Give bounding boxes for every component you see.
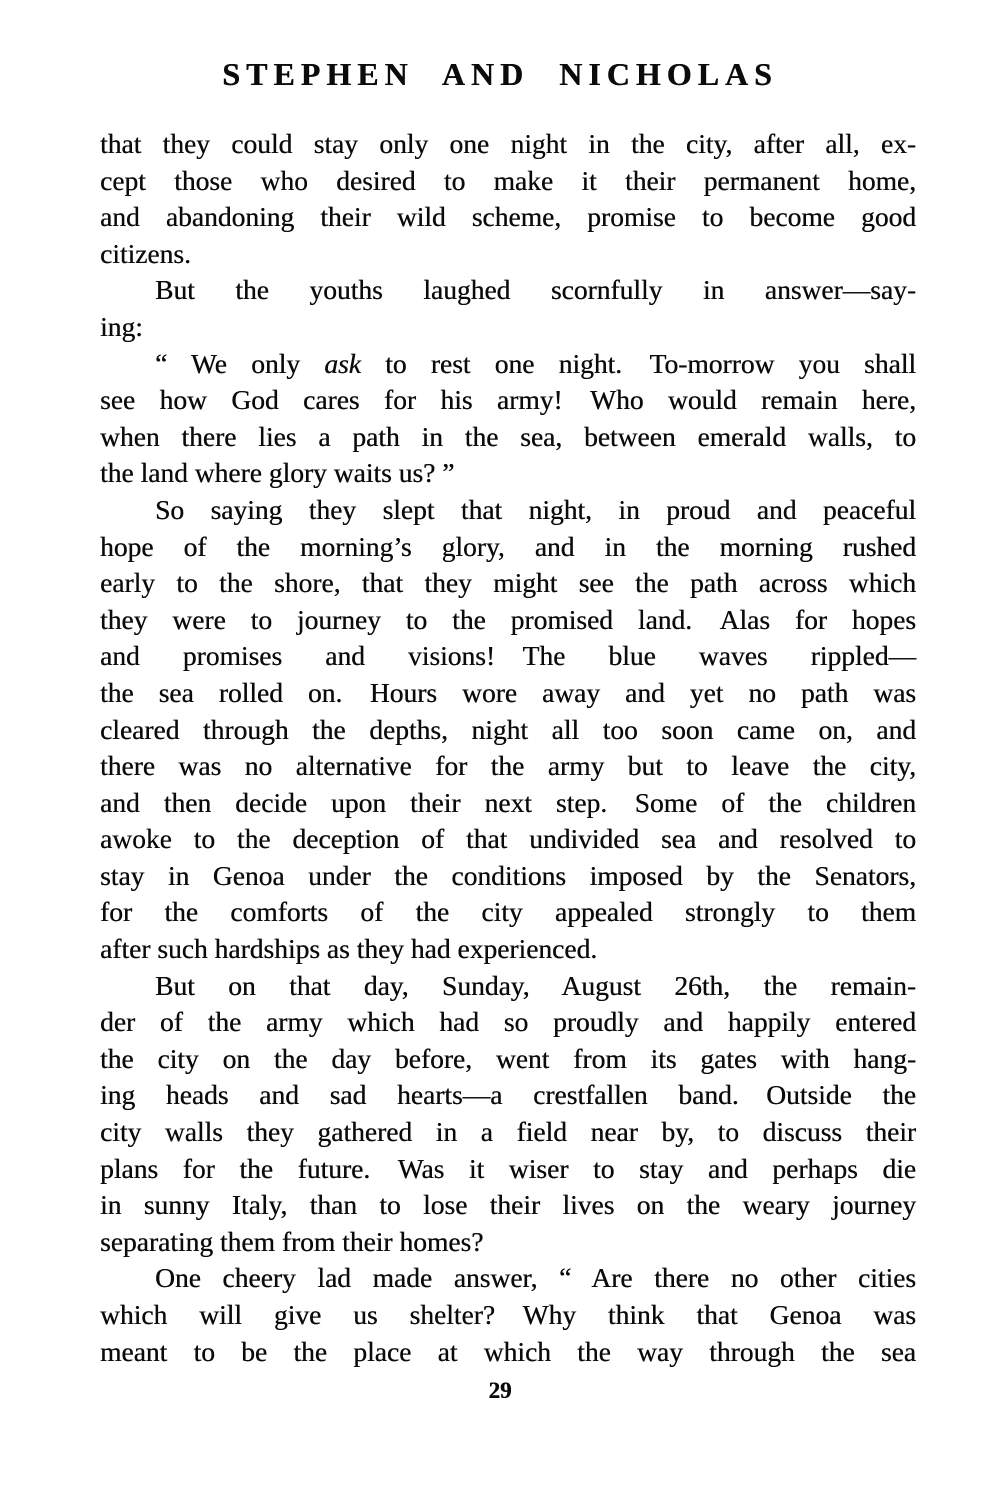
paragraph	[100, 272, 916, 345]
text-line: in sunny Italy, than to lose their lives on the weary journey	[100, 1189, 916, 1221]
text-line: separating them from their homes?	[100, 1225, 484, 1257]
text-line: the sea rolled on. Hours wore away and yet no path was	[100, 676, 916, 708]
text-line: for the comforts of the city appealed strongly to them	[100, 896, 916, 928]
text-line: the city on the day before, went from its gates with hang-	[100, 1042, 916, 1074]
text-line: ing heads and sad hearts—a crestfallen band. Outside the	[100, 1079, 916, 1111]
text-line: which will give us shelter? Why think that Genoa was	[100, 1299, 916, 1330]
text-line: ing:	[100, 310, 143, 342]
text-line: when there lies a path in the sea, between emerald walls, to	[100, 420, 916, 452]
text-line: plans for the future. Was it wiser to stay and perhaps die	[100, 1152, 916, 1184]
text-line: see how God cares for his army! Who would remain here,	[100, 384, 916, 416]
text-line: that they could stay only one night in the city, after all, ex-	[100, 128, 916, 159]
page-body	[100, 126, 916, 1370]
text-line: and then decide upon their next step. Some of the children	[100, 786, 916, 818]
text-line: cept those who desired to make it their permanent home,	[100, 164, 916, 196]
text-line	[100, 346, 916, 383]
text-line: But the youths laughed scornfully in answer—say-	[155, 274, 916, 306]
text-line: the land where glory waits us? ”	[100, 457, 455, 489]
text-line: stay in Genoa under the conditions imposed by the Senators,	[100, 859, 916, 891]
italic-word: ask	[324, 347, 361, 379]
text-line: they were to journey to the promised land. Alas for hopes	[100, 603, 916, 635]
text-line: and abandoning their wild scheme, promise to become good	[100, 201, 916, 233]
page-number: 29	[488, 1378, 512, 1403]
paragraph	[100, 346, 916, 492]
text-segment: to rest one night. To-morrow you shall	[360, 347, 916, 379]
text-line: city walls they gathered in a field near by, to discuss their	[100, 1116, 916, 1148]
text-line: early to the shore, that they might see the path across which	[100, 567, 916, 599]
text-line: there was no alternative for the army but to leave the city,	[100, 750, 916, 782]
text-segment: “ We only	[155, 347, 325, 379]
text-line: and promises and visions! The blue waves rippled—	[100, 640, 916, 672]
text-line: One cheery lad made answer, “ Are there no other cities	[155, 1262, 916, 1294]
paragraph	[100, 126, 916, 272]
text-line: meant to be the place at which the way through the sea	[100, 1335, 916, 1367]
paragraph	[100, 1260, 916, 1370]
text-line: But on that day, Sunday, August 26th, the remain-	[155, 969, 916, 1001]
paragraph	[100, 492, 916, 968]
text-line: So saying they slept that night, in proud and peaceful	[155, 493, 916, 525]
text-line: after such hardships as they had experienced.	[100, 933, 598, 965]
paragraph	[100, 968, 916, 1261]
text-line: der of the army which had so proudly and happily entered	[100, 1006, 916, 1038]
page-header: STEPHEN AND NICHOLAS	[222, 56, 778, 92]
text-line: citizens.	[100, 237, 191, 269]
text-line: hope of the morning’s glory, and in the morning rushed	[100, 530, 916, 562]
text-line: awoke to the deception of that undivided sea and resolved to	[100, 823, 916, 855]
text-line: cleared through the depths, night all too soon came on, and	[100, 713, 916, 745]
